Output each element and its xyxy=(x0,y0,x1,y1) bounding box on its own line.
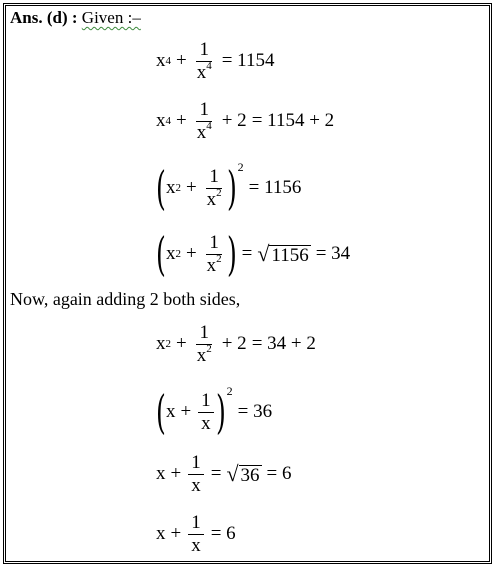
eq8-plus: + xyxy=(170,523,182,544)
eq6-numerator: 1 xyxy=(198,391,214,413)
eq6-var: x xyxy=(165,401,176,422)
eq2-rhs: = 1154 + 2 xyxy=(251,110,335,131)
eq5-rhs: = 34 + 2 xyxy=(251,333,316,354)
eq2-den-var: x xyxy=(196,121,207,143)
equation-2: x 4 + $\frac{1}{x^4}$ + 2 = 1154 + 2 xyxy=(156,98,335,143)
eq4-den-exp: 2 xyxy=(216,252,222,265)
eq4-var: x xyxy=(165,243,176,264)
eq3-den-exp: 2 xyxy=(216,186,222,199)
eq1-fraction xyxy=(194,40,215,83)
eq1-plus: + xyxy=(176,50,187,71)
eq2-den-exp: 4 xyxy=(206,119,212,132)
eq2-numerator: 1 xyxy=(196,100,212,122)
eq7-sqrt xyxy=(226,460,261,486)
eq2-tail: + 2 xyxy=(221,110,247,131)
eq6-outer-exp: 2 xyxy=(226,384,233,398)
eq5-denominator xyxy=(194,342,215,366)
eq5-numerator: 1 xyxy=(196,323,212,345)
eq6-plus: + xyxy=(180,401,192,422)
eq7-numerator: 1 xyxy=(188,453,204,475)
eq4-den-var: x xyxy=(206,254,217,276)
eq4-sqrt xyxy=(257,240,310,266)
eq4-left-paren: ( xyxy=(156,227,166,281)
eq3-left-paren: ( xyxy=(156,161,166,215)
eq3-plus: + xyxy=(185,177,197,198)
eq8-var: x xyxy=(156,523,166,544)
eq4-rhs: = 34 xyxy=(315,243,351,264)
sqrt-icon: √ xyxy=(226,460,239,486)
eq8-fraction xyxy=(188,513,204,556)
eq4-right-paren: ) xyxy=(226,227,237,281)
eq7-eq: = xyxy=(210,463,222,484)
eq3-right-paren: ) xyxy=(226,161,237,215)
eq6-rhs: = 36 xyxy=(237,401,273,422)
equation-3: ( x 2 + $\frac{1}{x^2}$ ) 2 = 1156 xyxy=(156,160,302,215)
answer-header xyxy=(10,8,141,28)
eq6-left-paren: ( xyxy=(156,385,166,439)
eq5-den-exp: 2 xyxy=(206,342,212,355)
eq7-radicand: 36 xyxy=(240,464,260,486)
eq1-den-exp: 4 xyxy=(206,59,212,72)
eq4-plus: + xyxy=(185,243,197,264)
eq3-den-var: x xyxy=(206,188,217,210)
eq3-numerator: 1 xyxy=(206,167,222,189)
sqrt-icon: √ xyxy=(257,240,270,266)
eq3-var: x xyxy=(165,177,176,198)
eq1-denominator xyxy=(194,59,215,83)
eq3-denominator xyxy=(204,186,225,210)
eq8-rhs: = 6 xyxy=(210,523,236,544)
eq6-fraction xyxy=(198,391,214,434)
eq6-denominator: x xyxy=(201,412,211,434)
equation-4: ( x 2 + $\frac{1}{x^2}$ ) = √ 1156 = 34 xyxy=(156,227,351,281)
eq5-plus: + xyxy=(176,333,187,354)
equation-1: x 4 + $\frac{1}{x^4}$ = 1154 xyxy=(156,38,275,83)
eq1-rhs: = 1154 xyxy=(221,50,275,71)
equation-5: x 2 + $\frac{1}{x^2}$ + 2 = 34 + 2 xyxy=(156,321,316,366)
answer-label: Ans. (d) : xyxy=(10,8,78,27)
eq6-right-paren: ) xyxy=(215,385,226,439)
eq1-numerator: 1 xyxy=(196,40,212,62)
eq7-rhs: = 6 xyxy=(266,463,292,484)
eq4-denominator xyxy=(204,252,225,276)
eq4-eq: = xyxy=(241,243,253,264)
eq3-outer-exp: 2 xyxy=(237,160,244,174)
eq7-fraction xyxy=(188,453,204,496)
eq1-den-var: x xyxy=(196,61,207,83)
eq3-fraction xyxy=(204,167,225,210)
eq7-plus: + xyxy=(170,463,182,484)
eq5-den-var: x xyxy=(196,344,207,366)
eq8-numerator: 1 xyxy=(188,513,204,535)
eq7-var: x xyxy=(156,463,166,484)
eq2-plus: + xyxy=(176,110,187,131)
eq8-denominator: x xyxy=(191,534,201,556)
eq4-fraction xyxy=(204,233,225,276)
eq4-numerator: 1 xyxy=(206,233,222,255)
eq3-rhs: = 1156 xyxy=(248,177,302,198)
eq5-var: x xyxy=(156,333,166,354)
eq5-tail: + 2 xyxy=(221,333,247,354)
note-text: Now, again adding 2 both sides, xyxy=(10,289,241,309)
eq1-var: x xyxy=(156,50,166,71)
eq7-denominator: x xyxy=(191,474,201,496)
eq4-radicand: 1156 xyxy=(271,244,309,266)
eq2-var: x xyxy=(156,110,166,131)
equation-6 xyxy=(156,384,277,440)
equation-7 xyxy=(156,446,296,502)
equation-8 xyxy=(156,506,241,562)
eq2-denominator xyxy=(194,119,215,143)
eq2-fraction xyxy=(194,100,215,143)
eq5-fraction xyxy=(194,323,215,366)
given-text: Given :– xyxy=(81,8,141,27)
